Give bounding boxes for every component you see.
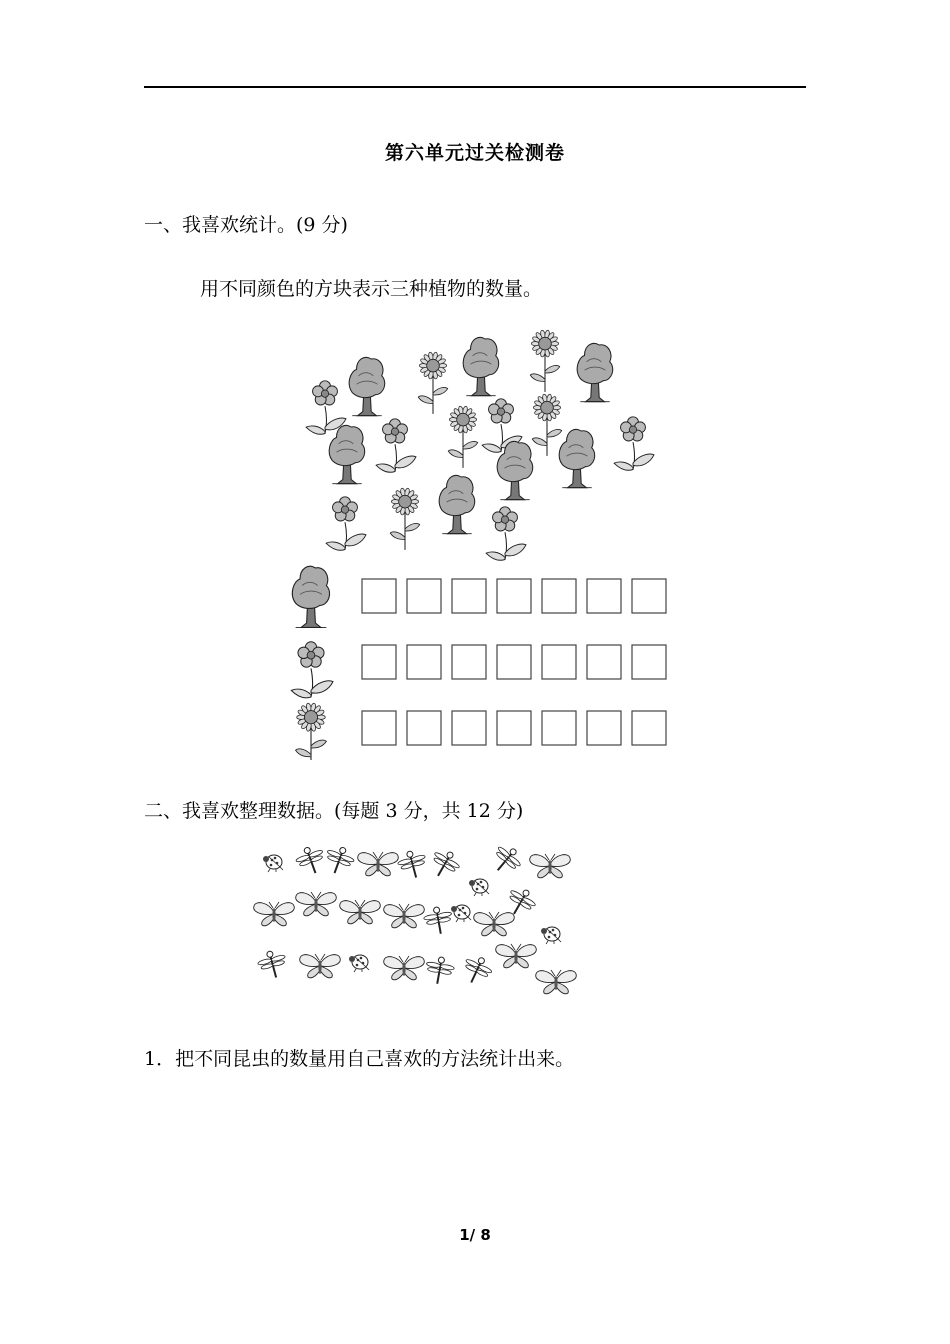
ladybug-icon xyxy=(349,955,369,972)
sunflower-icon xyxy=(448,406,477,468)
tally-box xyxy=(542,711,576,745)
tally-box xyxy=(497,645,531,679)
dragonfly-icon xyxy=(487,841,526,880)
flower-icon xyxy=(614,417,654,470)
sunflower-icon xyxy=(532,394,561,456)
ladybug-icon xyxy=(541,927,561,944)
sunflower-icon xyxy=(390,488,419,550)
butterfly-icon xyxy=(254,902,295,926)
sunflower-icon xyxy=(530,330,559,392)
question-1: 1．把不同昆虫的数量用自己喜欢的方法统计出来。 xyxy=(144,1048,575,1070)
dragonfly-icon xyxy=(256,948,290,981)
ladybug-icon xyxy=(451,905,471,922)
header-rule xyxy=(144,86,806,88)
sunflower-icon xyxy=(296,703,327,760)
tally-box xyxy=(587,711,621,745)
page-number: 1/ 8 xyxy=(459,1226,491,1244)
tally-box xyxy=(362,645,396,679)
tally-box xyxy=(452,645,486,679)
butterfly-icon xyxy=(296,892,337,916)
tree-icon xyxy=(439,475,475,533)
section-1-instruction: 用不同颜色的方块表示三种植物的数量。 xyxy=(200,278,543,300)
dragonfly-icon xyxy=(293,843,329,878)
tally-box xyxy=(497,711,531,745)
tree-icon xyxy=(292,566,329,627)
tree-icon xyxy=(559,429,595,487)
dragonfly-icon xyxy=(321,843,357,878)
dragonfly-icon xyxy=(459,952,496,988)
tally-box xyxy=(407,645,441,679)
tree-icon xyxy=(329,425,365,483)
butterfly-icon xyxy=(358,852,399,876)
butterfly-icon xyxy=(530,854,571,878)
flower-icon xyxy=(306,381,346,434)
tree-icon xyxy=(463,337,499,395)
tally-box xyxy=(497,579,531,613)
dragonfly-icon xyxy=(422,905,454,936)
butterfly-icon xyxy=(496,944,537,968)
tree-icon xyxy=(497,441,533,499)
tally-box xyxy=(407,711,441,745)
tally-box xyxy=(362,579,396,613)
tally-box xyxy=(362,711,396,745)
dragonfly-icon xyxy=(426,845,464,882)
tally-box xyxy=(407,579,441,613)
section-1-heading: 一、我喜欢统计。(9 分) xyxy=(144,214,348,236)
page-title: 第六单元过关检测卷 xyxy=(384,142,565,164)
butterfly-icon xyxy=(384,904,425,928)
tally-box xyxy=(632,645,666,679)
flower-icon xyxy=(291,642,333,698)
tally-grid xyxy=(285,560,685,760)
tally-box xyxy=(452,711,486,745)
butterfly-icon xyxy=(300,954,341,978)
tally-box xyxy=(587,579,621,613)
tally-box xyxy=(632,579,666,613)
sunflower-icon xyxy=(418,352,447,414)
section-2-heading: 二、我喜欢整理数据。(每题 3 分，共 12 分) xyxy=(144,800,524,822)
butterfly-icon xyxy=(474,912,515,936)
ladybug-icon xyxy=(469,879,489,896)
tally-box xyxy=(542,645,576,679)
tally-box xyxy=(587,645,621,679)
tally-box xyxy=(542,579,576,613)
dragonfly-icon xyxy=(423,955,455,986)
butterfly-icon xyxy=(536,970,577,994)
dragonfly-icon xyxy=(396,848,430,881)
plant-illustration xyxy=(295,322,675,562)
tree-icon xyxy=(577,343,613,401)
ladybug-icon xyxy=(263,855,283,872)
tally-box xyxy=(452,579,486,613)
butterfly-icon xyxy=(340,900,381,924)
flower-icon xyxy=(376,419,416,472)
butterfly-icon xyxy=(384,956,425,980)
flower-icon xyxy=(326,497,366,550)
tree-icon xyxy=(349,357,385,415)
flower-icon xyxy=(486,507,526,560)
insect-illustration xyxy=(250,838,590,998)
tally-box xyxy=(632,711,666,745)
